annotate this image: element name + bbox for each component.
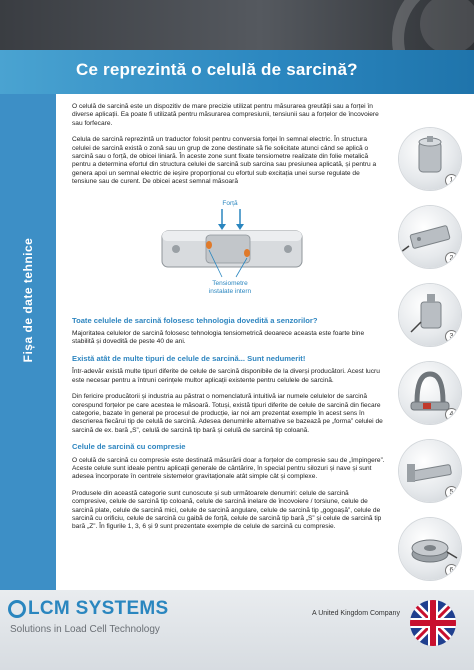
intro-paragraph-2: Celula de sarcină reprezintă un traductor folosit pentru conversia forței în semnal electric. În structura celulei de sarcină există o zonă sau un grup de zone destinate să fie solicitate atunci când se aplică o sarcină sau o forță, de obicei liniară. În aceste zone sunt fixate tensiometre realizate din folie metalică pentru a determina efortul din structura celulei de sarcină sub sarcina sau presiunea aplicată, și pentru a genera apoi un semnal electric de ieșire proporțional cu efortul sub excitația unei surse regulate de tensiune sau de curent. De obicei acest semnal măsoară (72, 136, 377, 186)
section-3-paragraph-2: Produsele din această categorie sunt cunoscute și sub următoarele denumiri: celule de sarcină compresive, celule de sarcină tip coloană, celule de sarcină inelare de încovoiere / torsiune, celule de sarcină plate, celule de sarcină mici, celule de sarcină angulare, celule de sarcină tip „gogoașă”, celule de sarcină cu orificiu, celule de sarcină cu gaibă de forță, celule de sarcină tip bară „S” și celule de sarcină tip bară „Z”. În figurile 1, 3, 6 și 9 sunt prezentate exemple de celule de sarcină cu compresie. (72, 489, 382, 531)
gauge-label-line-2: instalate intern (208, 287, 252, 295)
figure-5-s-beam-load-cell (399, 440, 461, 502)
company-origin: A United Kingdom Company (312, 610, 400, 617)
section-2-paragraph-2: Din fericire producătorii și industria au păstrat o nomenclatură intuitivă iar numele celulelor de sarcină corespund forțelor pe care acestea le măsoară. Totuși, există tipuri diferite de celule de sarcină din fiecare categorie, bazate în general pe procesul de producție, iar noi am prezentat exemple în acest sens în descrierea fiecărui tip de celulă de sarcină. Adesea denumirile alternative se bazează pe „forma” celulei de sarcină de ex. bară „S”, celulă de sarcină tip bară și celulă de sarcină tip coloană. (72, 393, 383, 434)
section-3-paragraph-1: O celulă de sarcină cu compresie este destinată măsurării doar a forțelor de compresie sau de „împingere”. Aceste celule sunt ideale pentru aplicații generale de cântărire, în special pentru silozuri și nave și sunt adesea încorporate în centrele sistemelor gravitaționale atât simple cât și complexe. (72, 456, 385, 481)
gauge-label-line-1: Tensiometre (212, 279, 248, 287)
figure-6-ring-load-cell (399, 518, 461, 580)
section-1-paragraph-1: Majoritatea celulelor de sarcină folosesc tehnologia tensiometrică deoarece aceasta este foarte bine stabilită și dovedită de peste 40 de ani. (72, 330, 365, 346)
page-title: Ce reprezintă o celulă de sarcină? (76, 60, 358, 79)
section-heading-1: Toate celulele de sarcină folosesc tehnologia dovedită a senzorilor? (72, 315, 318, 325)
figure-number-badge: 4 (445, 408, 458, 421)
force-label: Forță (222, 199, 238, 207)
section-heading-2: Există atât de multe tipuri de celule de sarcină... Sunt nedumerit! (72, 353, 306, 363)
uk-flag-icon (410, 600, 456, 646)
figure-3-canister-load-cell (399, 284, 461, 346)
figure-2-beam-load-cell (399, 206, 461, 268)
figure-number-badge: 3 (445, 330, 458, 343)
intro-paragraph-1: O celulă de sarcină este un dispozitiv de mare precizie utilizat pentru măsurarea greutății sau a forței în diverse aplicații. Ea poate fi utilizată pentru măsurarea compresiunii, tensiunii sau a forțelor de încovoiere sau forfecare. (72, 103, 379, 127)
figure-number-badge: 1 (445, 174, 458, 187)
figure-4-shackle-load-cell (399, 362, 461, 424)
figure-1-compression-load-cell (399, 128, 461, 190)
logo-ring-icon (8, 600, 26, 618)
company-tagline: Solutions in Load Cell Technology (10, 624, 160, 635)
figure-number-badge: 2 (445, 252, 458, 265)
load-cell-diagram (72, 195, 385, 307)
section-2-paragraph-1: Într-adevăr există multe tipuri diferite de celule de sarcină disponibile de la diverși producători. Acest lucru este necesar pentru a întruni cerințele multor aplicații existente pentru celulele de sarcină. (72, 368, 380, 384)
figure-number-badge: 6 (445, 564, 458, 577)
load-cell-diagram-svg (72, 195, 385, 307)
main-content (72, 103, 385, 540)
section-heading-3: Celule de sarcină cu compresie (72, 442, 186, 452)
company-logo-text: LCM SYSTEMS (28, 598, 169, 619)
figure-number-badge: 5 (445, 486, 458, 499)
sidebar-label: Fișa de date tehnice (21, 237, 35, 363)
